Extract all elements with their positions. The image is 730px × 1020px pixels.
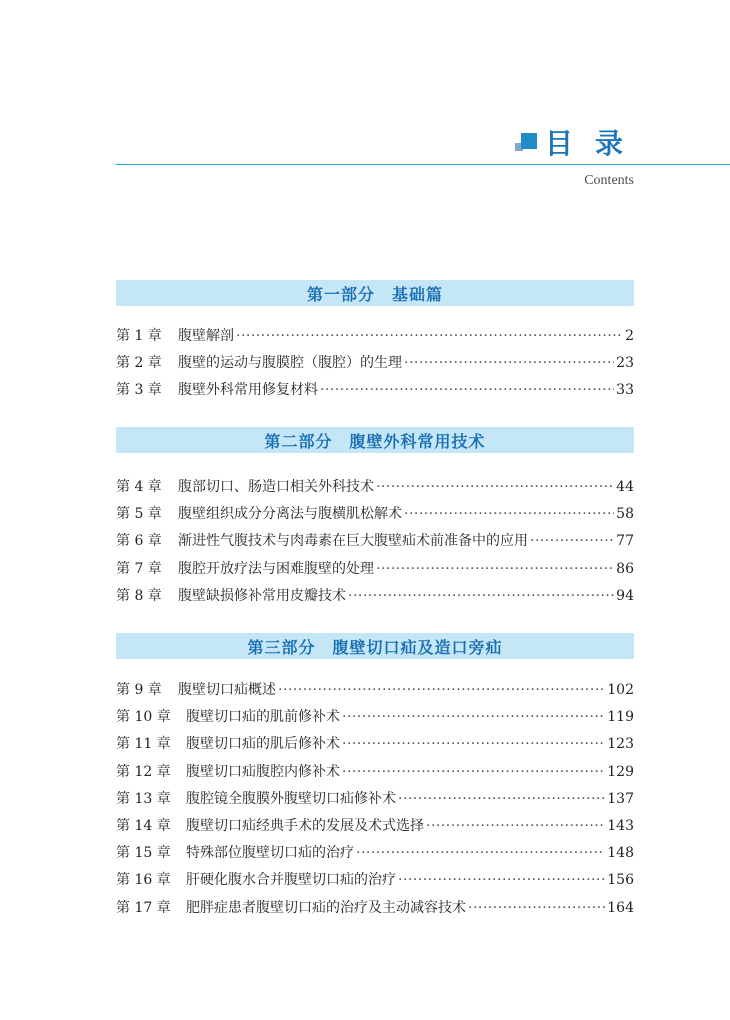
chapter-number: 第 4 章 [116, 479, 162, 495]
chapter-title: 腹腔开放疗法与困难腹壁的处理 [178, 560, 374, 577]
page-number: 102 [607, 682, 634, 698]
dot-leader [398, 786, 605, 813]
toc-entry[interactable] [116, 501, 634, 528]
page-number: 119 [607, 709, 634, 726]
chapter-title: 肥胖症患者腹壁切口疝的治疗及主动减容技术 [186, 899, 466, 916]
chapter-title: 腹壁切口疝的肌后修补术 [186, 736, 340, 753]
chapter-title: 渐进性气腹技术与肉毒素在巨大腹壁疝术前准备中的应用 [178, 533, 528, 550]
page-number: 44 [616, 479, 634, 495]
chapter-number: 第 6 章 [116, 533, 162, 550]
page-number: 143 [607, 817, 634, 834]
chapter-number: 第 15 章 [116, 845, 171, 862]
dot-leader [342, 759, 605, 786]
chapter-number: 第 8 章 [116, 587, 162, 604]
page-number: 86 [616, 560, 634, 577]
toc-entry[interactable] [116, 704, 634, 731]
chapter-title: 腹壁切口疝的肌前修补术 [186, 709, 340, 726]
chapter-number: 第 10 章 [116, 709, 171, 726]
toc-entry[interactable] [116, 840, 634, 867]
page-title: 目录 [545, 127, 646, 160]
chapter-title: 腹壁组织成分分离法与腹横肌松解术 [178, 506, 402, 523]
chapter-title: 腹壁切口疝腹腔内修补术 [186, 763, 340, 780]
part-heading-1: 第一部分 基础篇 [116, 280, 634, 306]
toc-entry[interactable] [116, 377, 634, 404]
dot-leader [404, 501, 614, 528]
toc-entry[interactable] [116, 350, 634, 377]
chapter-number: 第 7 章 [116, 560, 162, 577]
chapter-title: 腹壁缺损修补常用皮瓣技术 [178, 587, 346, 604]
dot-leader [356, 840, 605, 867]
toc-entry[interactable] [116, 583, 634, 610]
toc-header [515, 124, 645, 160]
dot-leader [376, 474, 614, 501]
dot-leader [404, 350, 614, 377]
page-number: 164 [607, 899, 634, 916]
square-logo-icon [515, 131, 537, 153]
dot-leader [342, 731, 605, 758]
page-number: 137 [607, 790, 634, 807]
dot-leader [320, 377, 614, 404]
toc-entry[interactable] [116, 677, 634, 704]
page-number: 148 [607, 845, 634, 862]
page-number: 33 [616, 382, 634, 399]
page-number: 77 [616, 533, 634, 550]
chapter-title: 腹壁的运动与腹膜腔（腹腔）的生理 [178, 355, 402, 372]
toc-entry[interactable] [116, 895, 634, 922]
chapter-title: 肝硬化腹水合并腹壁切口疝的治疗 [186, 872, 396, 889]
part-2-entries [116, 474, 634, 610]
dot-leader [376, 556, 614, 583]
page-number: 58 [616, 506, 634, 523]
toc-entry[interactable] [116, 867, 634, 894]
toc-entry[interactable] [116, 786, 634, 813]
page-number: 94 [616, 587, 634, 604]
header-rule [116, 164, 730, 165]
chapter-number: 第 11 章 [116, 736, 171, 753]
dot-leader [348, 583, 614, 610]
part-heading-2: 第二部分 腹壁外科常用技术 [116, 427, 634, 453]
dot-leader [530, 528, 614, 555]
chapter-title: 腹壁切口疝概述 [178, 682, 276, 698]
dot-leader [468, 895, 605, 922]
chapter-number: 第 12 章 [116, 763, 171, 780]
page-number: 123 [607, 736, 634, 753]
page-subtitle: Contents [584, 173, 634, 188]
dot-leader [342, 704, 605, 731]
chapter-number: 第 3 章 [116, 382, 162, 399]
chapter-number: 第 16 章 [116, 872, 171, 889]
dot-leader [278, 677, 605, 704]
toc-entry[interactable] [116, 813, 634, 840]
dot-leader [398, 867, 605, 894]
dot-leader [236, 323, 623, 350]
toc-entry[interactable] [116, 556, 634, 583]
chapter-number: 第 5 章 [116, 506, 162, 523]
dot-leader [426, 813, 605, 840]
chapter-number: 第 9 章 [116, 682, 162, 698]
part-heading-3: 第三部分 腹壁切口疝及造口旁疝 [116, 633, 634, 659]
chapter-number: 第 2 章 [116, 355, 162, 372]
chapter-number: 第 17 章 [116, 899, 171, 916]
toc-entry[interactable] [116, 474, 634, 501]
chapter-title: 腹腔镜全腹膜外腹壁切口疝修补术 [186, 790, 396, 807]
toc-entry[interactable] [116, 528, 634, 555]
chapter-title: 特殊部位腹壁切口疝的治疗 [186, 845, 354, 862]
chapter-title: 腹部切口、肠造口相关外科技术 [178, 479, 374, 495]
page-number: 129 [607, 763, 634, 780]
page-number: 23 [616, 355, 634, 372]
toc-entry[interactable] [116, 323, 634, 350]
chapter-title: 腹壁解剖 [178, 328, 234, 344]
chapter-title: 腹壁切口疝经典手术的发展及术式选择 [186, 817, 424, 834]
chapter-number: 第 14 章 [116, 817, 171, 834]
chapter-number: 第 1 章 [116, 328, 162, 344]
chapter-number: 第 13 章 [116, 790, 171, 807]
part-1-entries [116, 323, 634, 405]
toc-entry[interactable] [116, 731, 634, 758]
part-3-entries [116, 677, 634, 922]
page-number: 2 [625, 328, 634, 344]
toc-entry[interactable] [116, 759, 634, 786]
chapter-title: 腹壁外科常用修复材料 [178, 382, 318, 399]
page-number: 156 [607, 872, 634, 889]
